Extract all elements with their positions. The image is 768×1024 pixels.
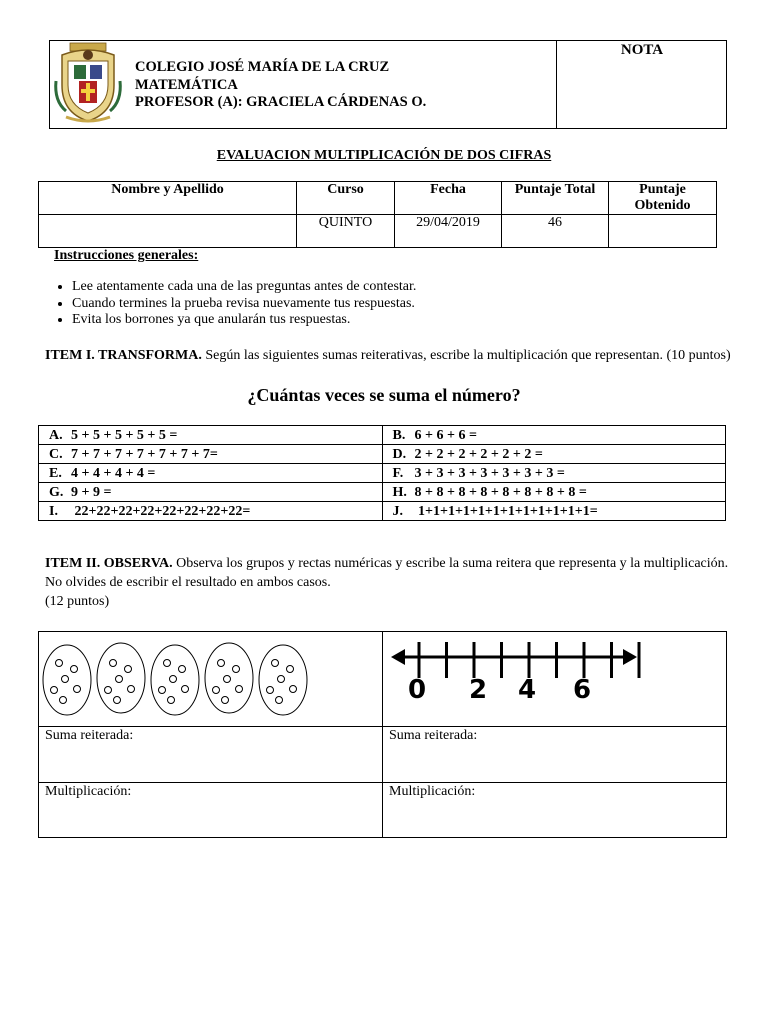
op-b[interactable] bbox=[382, 426, 726, 445]
suma-label: Suma reiterada: bbox=[389, 728, 478, 743]
op-g[interactable] bbox=[39, 483, 383, 502]
op-letter: I. bbox=[49, 503, 58, 519]
group-dot bbox=[290, 686, 297, 693]
dot-group bbox=[43, 645, 91, 715]
group-dot bbox=[128, 686, 135, 693]
suma-label: Suma reiterada: bbox=[45, 728, 134, 743]
group-ellipse bbox=[205, 643, 253, 713]
group-dot bbox=[71, 666, 78, 673]
op-expr: 2 + 2 + 2 + 2 + 2 + 2 = bbox=[414, 446, 543, 462]
item2-instructions bbox=[45, 554, 735, 611]
group-ellipse bbox=[151, 645, 199, 715]
header-curso: Curso bbox=[297, 182, 395, 215]
group-dot bbox=[213, 687, 220, 694]
item2-points: (12 puntos) bbox=[45, 594, 110, 609]
op-expr: 6 + 6 + 6 = bbox=[414, 427, 477, 443]
group-dot bbox=[56, 660, 63, 667]
number-line-figure bbox=[383, 632, 726, 721]
multiplicacion-field-left[interactable] bbox=[39, 783, 383, 838]
op-j[interactable] bbox=[382, 502, 726, 521]
curso-value: QUINTO bbox=[297, 215, 395, 248]
suma-row bbox=[39, 727, 727, 783]
op-letter: A. bbox=[49, 427, 63, 443]
op-d[interactable] bbox=[382, 445, 726, 464]
school-crest-icon bbox=[52, 41, 124, 125]
figures-row bbox=[39, 632, 727, 727]
school-info bbox=[135, 59, 426, 112]
exam-title: EVALUACION MULTIPLICACIÓN DE DOS CIFRAS bbox=[216, 148, 552, 163]
group-dot bbox=[74, 686, 81, 693]
dot-group bbox=[259, 645, 307, 715]
op-e[interactable] bbox=[39, 464, 383, 483]
suma-reiterada-field-right[interactable] bbox=[383, 727, 727, 783]
op-letter: D. bbox=[392, 446, 407, 462]
teacher-name: PROFESOR (A): GRACIELA CÁRDENAS O. bbox=[135, 94, 427, 110]
group-dot bbox=[159, 687, 166, 694]
mult-label: Multiplicación: bbox=[45, 784, 132, 799]
dot-group bbox=[205, 643, 253, 713]
op-letter: F. bbox=[392, 465, 404, 481]
op-expr: 4 + 4 + 4 + 4 = bbox=[71, 465, 156, 481]
ops-row bbox=[39, 464, 726, 483]
group-dot bbox=[170, 676, 177, 683]
group-dot bbox=[114, 697, 121, 704]
dot-groups-figure bbox=[39, 632, 382, 721]
instructions-title: Instrucciones generales: bbox=[54, 248, 199, 263]
number-line-cell bbox=[383, 632, 727, 727]
instruction-item: • Evita los borrones ya que anularán tus respuestas. bbox=[72, 312, 416, 329]
nombre-field[interactable] bbox=[39, 215, 297, 248]
instructions-list bbox=[50, 279, 416, 329]
op-expr: 3 + 3 + 3 + 3 + 3 + 3 + 3 = bbox=[414, 465, 565, 481]
header-puntaje-obtenido: Puntaje Obtenido bbox=[609, 182, 717, 215]
multiplicacion-field-right[interactable] bbox=[383, 783, 727, 838]
group-dot bbox=[218, 660, 225, 667]
op-expr: 8 + 8 + 8 + 8 + 8 + 8 + 8 + 8 = bbox=[414, 484, 587, 500]
group-dot bbox=[267, 687, 274, 694]
groups-cell bbox=[39, 632, 383, 727]
op-i[interactable] bbox=[39, 502, 383, 521]
item1-text: Según las siguientes sumas reiterativas, escribe la multiplicación que representan. (10 puntos) bbox=[201, 348, 731, 363]
header-nombre: Nombre y Apellido bbox=[39, 182, 297, 215]
group-ellipse bbox=[97, 643, 145, 713]
student-table-header-row bbox=[39, 182, 717, 215]
group-dot bbox=[272, 660, 279, 667]
item2-text: Observa los grupos y rectas numéricas y escribe la suma reitera que representa y la multiplicación. No olvides de escribir el resultado en ambos casos. bbox=[45, 556, 729, 590]
group-dot bbox=[125, 666, 132, 673]
op-f[interactable] bbox=[382, 464, 726, 483]
suma-reiterada-field-left[interactable] bbox=[39, 727, 383, 783]
op-a[interactable] bbox=[39, 426, 383, 445]
op-letter: J. bbox=[392, 503, 403, 519]
op-letter: H. bbox=[392, 484, 407, 500]
group-dot bbox=[224, 676, 231, 683]
instruction-item: • Lee atentamente cada una de las preguntas antes de contestar. bbox=[72, 279, 416, 296]
group-dot bbox=[179, 666, 186, 673]
student-table-value-row bbox=[39, 215, 717, 248]
item2-label: ITEM II. OBSERVA. bbox=[45, 556, 173, 571]
op-expr: 1+1+1+1+1+1+1+1+1+1+1+1= bbox=[414, 503, 598, 519]
ops-row bbox=[39, 445, 726, 464]
puntaje-total-value: 46 bbox=[502, 215, 609, 248]
fecha-value: 29/04/2019 bbox=[395, 215, 502, 248]
student-info-table bbox=[38, 181, 717, 248]
header-box bbox=[49, 40, 727, 129]
mult-row bbox=[39, 783, 727, 838]
puntaje-obtenido-field[interactable] bbox=[609, 215, 717, 248]
group-dot bbox=[62, 676, 69, 683]
op-h[interactable] bbox=[382, 483, 726, 502]
group-dot bbox=[105, 687, 112, 694]
op-expr: 9 + 9 = bbox=[71, 484, 112, 500]
ops-row bbox=[39, 483, 726, 502]
group-dot bbox=[51, 687, 58, 694]
group-dot bbox=[278, 676, 285, 683]
dot-group bbox=[151, 645, 199, 715]
group-dot bbox=[236, 686, 243, 693]
op-letter: E. bbox=[49, 465, 62, 481]
dot-group bbox=[97, 643, 145, 713]
group-dot bbox=[276, 697, 283, 704]
header-fecha: Fecha bbox=[395, 182, 502, 215]
group-dot bbox=[287, 666, 294, 673]
number-line-label: 6 bbox=[573, 675, 592, 705]
item1-instructions bbox=[45, 348, 731, 364]
item1-question: ¿Cuántas veces se suma el número? bbox=[247, 385, 521, 405]
subject-name: MATEMÁTICA bbox=[135, 76, 238, 93]
group-dot bbox=[168, 697, 175, 704]
group-dot bbox=[116, 676, 123, 683]
op-letter: C. bbox=[49, 446, 63, 462]
group-dot bbox=[182, 686, 189, 693]
number-line-label: 2 bbox=[469, 675, 488, 705]
op-expr: 22+22+22+22+22+22+22+22= bbox=[71, 503, 251, 519]
op-expr: 5 + 5 + 5 + 5 + 5 = bbox=[71, 427, 178, 443]
op-letter: B. bbox=[392, 427, 406, 443]
mult-label: Multiplicación: bbox=[389, 784, 476, 799]
school-name: COLEGIO JOSÉ MARÍA DE LA CRUZ bbox=[135, 59, 390, 75]
number-line-label: 4 bbox=[518, 675, 537, 705]
item1-operations-table bbox=[38, 425, 726, 521]
number-line-arrow-left-icon bbox=[391, 649, 405, 665]
number-line-label: 0 bbox=[408, 675, 427, 705]
ops-row bbox=[39, 426, 726, 445]
group-dot bbox=[110, 660, 117, 667]
nota-label: NOTA bbox=[620, 42, 664, 58]
op-c[interactable] bbox=[39, 445, 383, 464]
op-letter: G. bbox=[49, 484, 64, 500]
group-dot bbox=[233, 666, 240, 673]
ops-row bbox=[39, 502, 726, 521]
group-ellipse bbox=[43, 645, 91, 715]
group-dot bbox=[60, 697, 67, 704]
header-puntaje-total: Puntaje Total bbox=[502, 182, 609, 215]
item2-observation-table bbox=[38, 631, 727, 838]
op-expr: 7 + 7 + 7 + 7 + 7 + 7 + 7= bbox=[71, 446, 218, 462]
group-dot bbox=[164, 660, 171, 667]
item1-label: ITEM I. TRANSFORMA. bbox=[45, 348, 202, 363]
number-line-arrow-right-icon bbox=[623, 649, 637, 665]
group-dot bbox=[222, 697, 229, 704]
instruction-item: • Cuando termines la prueba revisa nuevamente tus respuestas. bbox=[72, 296, 416, 313]
group-ellipse bbox=[259, 645, 307, 715]
